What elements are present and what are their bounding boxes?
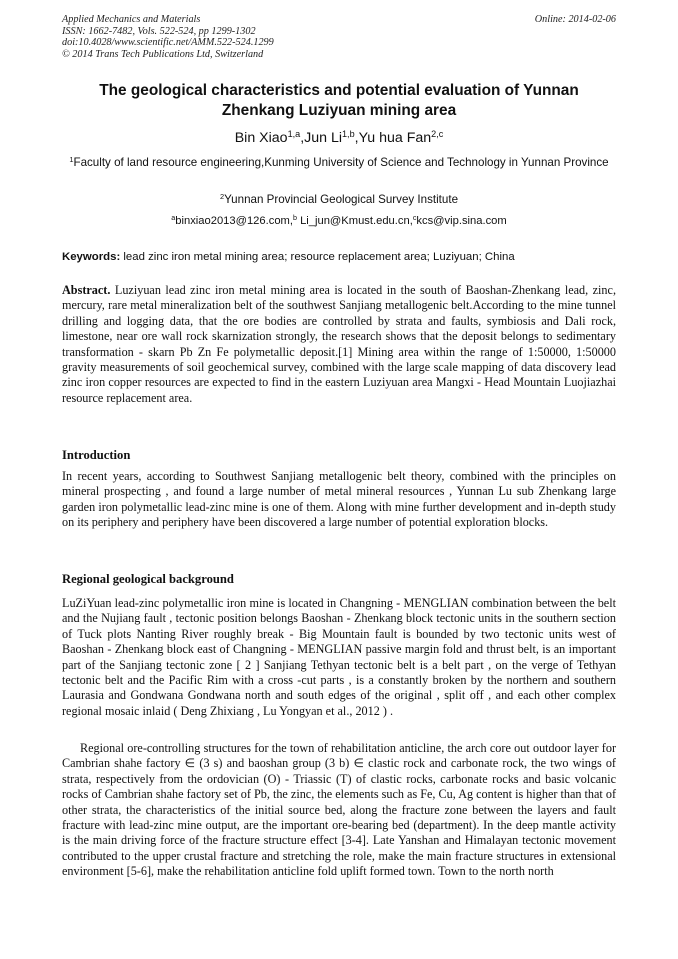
email-text: binxiao2013@126.com,: [175, 215, 293, 227]
title-line-2: Zhenkang Luziyuan mining area: [221, 102, 457, 119]
abstract-label: Abstract.: [62, 283, 111, 297]
email-superscript: c: [412, 214, 417, 223]
author-superscript: 2,c: [431, 129, 444, 140]
author-name: Jun Li: [304, 130, 342, 146]
author-separator: ,: [300, 130, 305, 146]
keywords-text: lead zinc iron metal mining area; resource replacement area; Luziyuan; China: [120, 251, 515, 263]
section-heading-introduction: Introduction: [62, 448, 131, 462]
abstract-text: Luziyuan lead zinc iron metal mining area is located in the south of Baoshan-Zhenkang lead, zinc, mercury, rare metal mineralization belt of the southwest Sanjiang metallogenic belt.According to the mine tunnel drilling and logging data, that the ore bodies are controlled by strata and faults, symbiosis and Dali rock, limestone, near ore wall rock skarnization strongly, the research shows that the deposit belongs to sedimentary transformation - skarn Pb Zn Fe polymetallic deposit.[1] Mining area within the range of 1:50000, 1:50000 gravity measurements of soil geochemical survey, combined with the large scale mapping of data discovery lead zinc iron copper resources are expected to find in the eastern Luziyuan area Mangxi - Head Mountain Luojiazhai resource replacement area.: [62, 283, 616, 405]
abstract: [62, 283, 616, 406]
affiliation-superscript: 1: [69, 154, 74, 164]
author-superscript: 1,a: [287, 129, 301, 140]
author-list: [62, 129, 616, 147]
journal-name: Applied Mechanics and Materials: [62, 14, 201, 25]
regional-paragraph-2: Regional ore-controlling structures for the town of rehabilitation anticline, the arch core out outdoor layer for Cambrian shahe factory ∈ (3 s) and baoshan group (3 b) ∈ clastic rock and carbonate rock, the two wings of strata, respectively from the ordovician (O) - Triassic (T) of clastic rocks, carbonate rocks and basic volcanic rocks of Cambrian shahe factory set of Pb, the zinc, the elements such as Fe, Cu, Ag content is higher than that of other strata, the characteristics of the initial source bed, along the fracture zone between the layers and fault fracture with lead-zinc mine output, are the important ore-bearing bed (department). In the deep mantle activity is the main driving force of the fracture structure effect [3-4]. Late Yanshan and Himalayan tectonic movement contributed to the upper crustal fracture and stretching the role, make the main fracture structures in extensional environment [5-6], make the rehabilitation anticline fold uplift formed town. Town to the north north: [62, 741, 616, 879]
author-emails: [62, 213, 616, 229]
affiliation-text: Yunnan Provincial Geological Survey Institute: [224, 193, 459, 206]
title-line-1: The geological characteristics and potential evaluation of Yunnan: [99, 82, 579, 99]
introduction-paragraph: In recent years, according to Southwest Sanjiang metallogenic belt theory, combined with the principles on mineral prospecting , and found a large number of metal mineral resources , Yunnan Lu sub Zhenkang large garden iron polymetallic lead-zinc mine is one of them. Along with mine further development and in-depth study on its periphery and periphery have been discovered a large number of potential exploration blocks.: [62, 469, 616, 530]
affiliation-text: Faculty of land resource engineering,Kunming University of Science and Technology in Yunnan Province: [73, 156, 609, 169]
online-date: Online: 2014-02-06: [534, 14, 616, 25]
author-name: Yu hua Fan: [358, 130, 432, 146]
copyright-line: © 2014 Trans Tech Publications Ltd, Switzerland: [62, 48, 264, 60]
doi-line: doi:10.4028/www.scientific.net/AMM.522-524.1299: [62, 37, 274, 49]
keywords-label: Keywords:: [62, 251, 121, 263]
author-name: Bin Xiao: [234, 130, 288, 146]
affiliation-1: [62, 155, 616, 171]
author-superscript: 1,b: [342, 129, 355, 140]
email-superscript: b: [292, 214, 297, 223]
author-separator: ,: [354, 130, 359, 146]
affiliation-superscript: 2: [219, 191, 225, 201]
issn-line: ISSN: 1662-7482, Vols. 522-524, pp 1299-1302: [62, 25, 256, 37]
regional-paragraph-1: LuZiYuan lead-zinc polymetallic iron mine is located in Changning - MENGLIAN combination between the belt and the Nujiang fault , tectonic position belongs Baoshan - Zhenkang block tectonic units in the southern section of Tuck plots Nanting River roughly break - Big Mountain fault is bounded by two tectonic units west of Baoshan - Zhenkang block east of Changning - MENGLIAN passive margin fold and thrust belt, is an important part of the Sanjiang tectonic zone [ 2 ] Sanjiang Tethyan tectonic belt is a belt part , on the verge of Tethyan tectonic belt and the Pacific Rim with a cross -cut parts , is a constantly broken by the northern and southern Laurasia and Gondwana Gondwana north and south edges of the original , split off , and each other complex regional mosaic inlaid ( Deng Zhixiang , Lu Yongyan et al., 2012 ) .: [62, 596, 616, 718]
affiliation-2: [62, 192, 616, 208]
email-superscript: a: [171, 214, 176, 223]
email-text: kcs@vip.sina.com: [416, 215, 507, 227]
email-text: Li_jun@Kmust.edu.cn,: [296, 215, 413, 227]
paper-title: [62, 81, 616, 121]
keywords: [62, 249, 616, 265]
section-heading-regional-geology: Regional geological background: [62, 572, 234, 586]
journal-header: [62, 14, 274, 60]
